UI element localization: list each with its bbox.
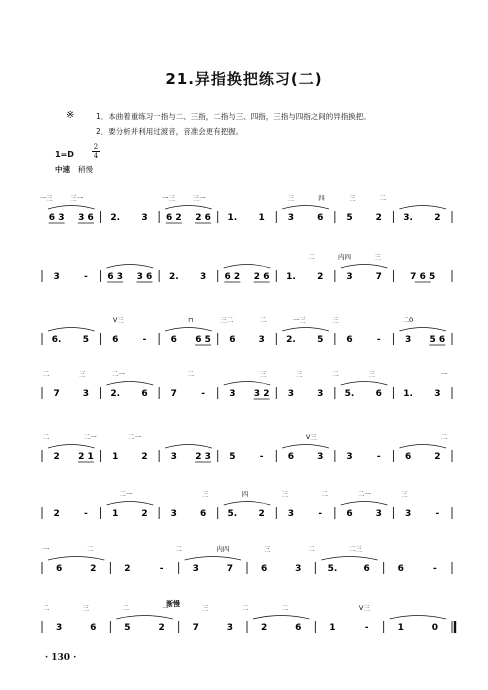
note-group: 3	[141, 213, 148, 223]
note-group: 2	[53, 452, 60, 462]
slur-arc	[282, 206, 329, 210]
note-group: 3.	[403, 213, 413, 223]
note-group: 7	[375, 272, 382, 282]
tempo-modifier: 稍慢	[78, 165, 93, 174]
note-group: -	[259, 452, 264, 462]
note-group: 6.	[51, 335, 62, 345]
finger-marking: 二一	[127, 433, 141, 441]
note-group: 6	[112, 335, 119, 345]
finger-marking: 一	[42, 545, 50, 553]
note-group: 6 3	[48, 213, 65, 223]
finger-marking: 三	[400, 490, 408, 498]
note-group: 7 6 5	[410, 272, 436, 282]
note-group: 6	[397, 564, 404, 574]
note-group: 3	[346, 272, 353, 282]
note-group: 1.	[227, 213, 238, 223]
note-group: 2 6	[253, 272, 270, 282]
note-group: 0	[431, 623, 439, 633]
note-group: 6 5	[195, 335, 211, 345]
note-group: 3	[317, 452, 324, 462]
note-group: -	[376, 452, 381, 462]
finger-marking: 二	[42, 433, 50, 441]
finger-marking: 内四	[216, 545, 230, 553]
finger-marking: 二	[42, 604, 50, 612]
note-group: 3	[295, 564, 302, 574]
time-signature-top: 2	[93, 143, 99, 151]
finger-marking: 二一	[357, 490, 371, 498]
slur-arc	[282, 328, 329, 332]
note-group: 6	[287, 452, 295, 462]
note-group: 3	[82, 389, 90, 399]
finger-marking: 三	[82, 604, 90, 612]
note-group: 5.	[327, 564, 338, 574]
finger-marking: 一三	[292, 316, 306, 324]
slur-arc	[282, 445, 329, 449]
note-group: 6	[55, 564, 63, 574]
finger-marking: 二0	[402, 316, 414, 324]
slur-arc	[390, 616, 446, 620]
finger-marking: 二	[308, 253, 315, 261]
page-number: · 130 ·	[45, 653, 77, 663]
note-group: 6	[404, 452, 412, 462]
note-group: 3	[404, 335, 412, 345]
slur-arc	[48, 206, 95, 210]
note-group: 6 2	[224, 272, 241, 282]
finger-marking: 一三	[39, 194, 53, 202]
note-group: 6	[363, 564, 370, 574]
finger-marking: 三	[201, 604, 209, 612]
finger-marking: ⊓	[188, 316, 194, 324]
note-group: 6	[90, 623, 97, 633]
note-group: 3	[258, 335, 265, 345]
note-group: 6	[346, 509, 353, 519]
finger-marking: 三一	[192, 194, 206, 202]
note-marker: ※	[66, 110, 75, 121]
note-group: 2	[141, 452, 148, 462]
finger-marking: 二	[321, 490, 328, 498]
finger-marking: 三	[348, 194, 356, 202]
note-group: 2.	[110, 213, 121, 223]
note-group: 5	[346, 213, 353, 223]
note-group: -	[142, 335, 147, 345]
note-group: -	[201, 389, 205, 399]
note-group: 5.	[227, 509, 238, 519]
finger-marking: 一三	[161, 194, 175, 202]
slur-arc	[165, 206, 212, 210]
note-group: -	[159, 564, 164, 574]
note-group: 1	[112, 509, 119, 519]
note-group: 3	[226, 623, 234, 633]
slur-arc	[253, 616, 309, 620]
note-group: 7	[53, 389, 60, 399]
note-group: 3	[287, 509, 295, 519]
finger-marking: 三	[332, 316, 339, 324]
note-group: 3	[199, 272, 207, 282]
finger-marking: 三	[296, 370, 303, 378]
note-group: 1	[397, 623, 404, 633]
finger-marking: 二	[86, 545, 94, 553]
note-group: 1.	[286, 272, 296, 282]
finger-marking: 二	[281, 604, 289, 612]
note-group: 7	[226, 564, 234, 574]
note-group: 6	[141, 389, 148, 399]
slur-arc	[48, 445, 95, 449]
finger-marking: 二	[379, 194, 387, 202]
note-group: 2	[434, 452, 441, 462]
slur-arc	[341, 265, 388, 269]
finger-marking: 二	[241, 604, 249, 612]
note-group: -	[84, 272, 88, 282]
note-group: 5	[317, 335, 324, 345]
note-group: 2 6	[195, 213, 211, 223]
note-group: 6 2	[165, 213, 182, 223]
note-group: 3	[317, 389, 324, 399]
finger-marking: 二一	[119, 490, 133, 498]
note-group: 5 6	[429, 335, 446, 345]
slur-arc	[48, 328, 95, 332]
note-group: 3	[404, 509, 412, 519]
note-group: 3	[53, 272, 60, 282]
note-group: 7	[192, 623, 199, 633]
slur-arc	[165, 328, 212, 332]
note-group: 1.	[403, 389, 413, 399]
instruction-line-2: 2．要分析并利用过渡音，音准会更有把握。	[96, 127, 244, 136]
note-group: -	[84, 509, 88, 519]
finger-marking: 二	[122, 604, 129, 612]
note-group: 6	[317, 213, 324, 223]
key-signature: 1=D	[55, 150, 74, 159]
note-group: 5.	[344, 389, 355, 399]
finger-marking: 一	[440, 370, 448, 378]
note-group: 6 3	[107, 272, 124, 282]
finger-marking: 二一	[111, 370, 125, 378]
note-group: 2 3	[195, 452, 211, 462]
note-group: 2.	[286, 335, 296, 345]
slur-arc	[116, 616, 172, 620]
note-group: 2 1	[78, 452, 94, 462]
note-group: 3	[346, 452, 353, 462]
finger-marking: 三	[287, 194, 295, 202]
slur-arc	[107, 502, 154, 506]
piece-title: 21.异指换把练习(二)	[165, 70, 323, 88]
finger-marking: V三	[112, 316, 124, 324]
finger-marking: 内四	[338, 253, 351, 261]
note-group: 3	[170, 509, 177, 519]
note-group: 6	[170, 335, 177, 345]
note-group: 6	[229, 335, 236, 345]
note-group: 5	[82, 335, 90, 345]
tempo-label: 中速	[55, 165, 70, 174]
finger-marking: 二	[308, 545, 315, 553]
finger-marking: 三	[263, 545, 271, 553]
finger-marking: 三	[281, 490, 289, 498]
finger-marking: 三	[259, 370, 267, 378]
note-group: 3	[229, 389, 236, 399]
finger-marking: 一	[162, 604, 169, 612]
slur-arc	[341, 382, 388, 386]
slur-arc	[107, 265, 154, 269]
slur-arc	[399, 206, 446, 210]
slur-arc	[185, 557, 241, 561]
note-group: 3 6	[136, 272, 153, 282]
note-group: 6	[260, 564, 268, 574]
slur-arc	[165, 445, 212, 449]
slur-arc	[224, 502, 271, 506]
note-group: 3	[192, 564, 199, 574]
note-group: 3	[170, 452, 177, 462]
note-group: 2.	[110, 389, 121, 399]
finger-marking: 三	[78, 370, 86, 378]
slur-arc	[224, 265, 271, 269]
finger-marking: 三	[368, 370, 375, 378]
note-group: 5	[124, 623, 131, 633]
note-group: 7	[170, 389, 177, 399]
note-group: 3	[55, 623, 63, 633]
note-group: 6	[346, 335, 353, 345]
note-group: 2	[317, 272, 324, 282]
note-group: 2	[90, 564, 97, 574]
note-group: 6	[199, 509, 207, 519]
note-group: 3	[375, 509, 382, 519]
time-signature-bottom: 4	[93, 152, 99, 160]
note-group: 2	[141, 509, 148, 519]
finger-marking: 二	[175, 545, 182, 553]
note-group: 3 6	[78, 213, 94, 223]
slur-arc	[107, 382, 154, 386]
note-group: 2.	[168, 272, 179, 282]
finger-marking: 二	[440, 433, 448, 441]
slur-arc	[341, 502, 388, 506]
slur-arc	[399, 445, 446, 449]
slur-arc	[224, 382, 271, 386]
note-group: 3	[287, 213, 295, 223]
note-group: 5	[229, 452, 236, 462]
note-group: 1	[258, 213, 265, 223]
instruction-line-1: 1．本曲着重练习一指与二、三指，二指与三、四指，三指与四指之间的异指换把。	[96, 112, 371, 121]
finger-marking: 二	[259, 316, 267, 324]
note-group: -	[318, 509, 323, 519]
note-group: 1	[112, 452, 119, 462]
note-group: -	[376, 335, 381, 345]
ritardando-mark: 渐慢	[166, 600, 180, 608]
finger-marking: 四	[241, 490, 249, 498]
slur-arc	[321, 557, 377, 561]
note-group: 6	[375, 389, 382, 399]
finger-marking: 三	[201, 490, 209, 498]
finger-marking: 二三	[349, 545, 363, 553]
slur-arc	[399, 328, 446, 332]
finger-marking: 二	[332, 370, 339, 378]
note-group: -	[433, 564, 437, 574]
note-group: 3 2	[253, 389, 270, 399]
finger-marking: 二	[42, 370, 50, 378]
finger-marking: 二一	[83, 433, 97, 441]
note-group: 3	[287, 389, 295, 399]
note-group: -	[435, 509, 440, 519]
note-group: 6	[295, 623, 302, 633]
note-group: 2	[434, 213, 441, 223]
finger-marking: 四	[318, 194, 325, 202]
note-group: 2	[124, 564, 131, 574]
note-group: 1	[329, 623, 336, 633]
finger-marking: 三一	[70, 194, 84, 202]
note-group: 2	[260, 623, 268, 633]
finger-marking: V三	[305, 433, 317, 441]
slur-arc	[48, 557, 104, 561]
note-group: 2	[375, 213, 382, 223]
note-group: 2	[258, 509, 265, 519]
finger-marking: V三	[358, 604, 370, 612]
finger-marking: 二	[187, 370, 194, 378]
finger-marking: 三二	[220, 316, 234, 324]
finger-marking: 三	[374, 253, 381, 261]
note-group: -	[364, 623, 369, 633]
note-group: 2	[53, 509, 60, 519]
note-group: 2	[158, 623, 165, 633]
note-group: 3	[434, 389, 441, 399]
